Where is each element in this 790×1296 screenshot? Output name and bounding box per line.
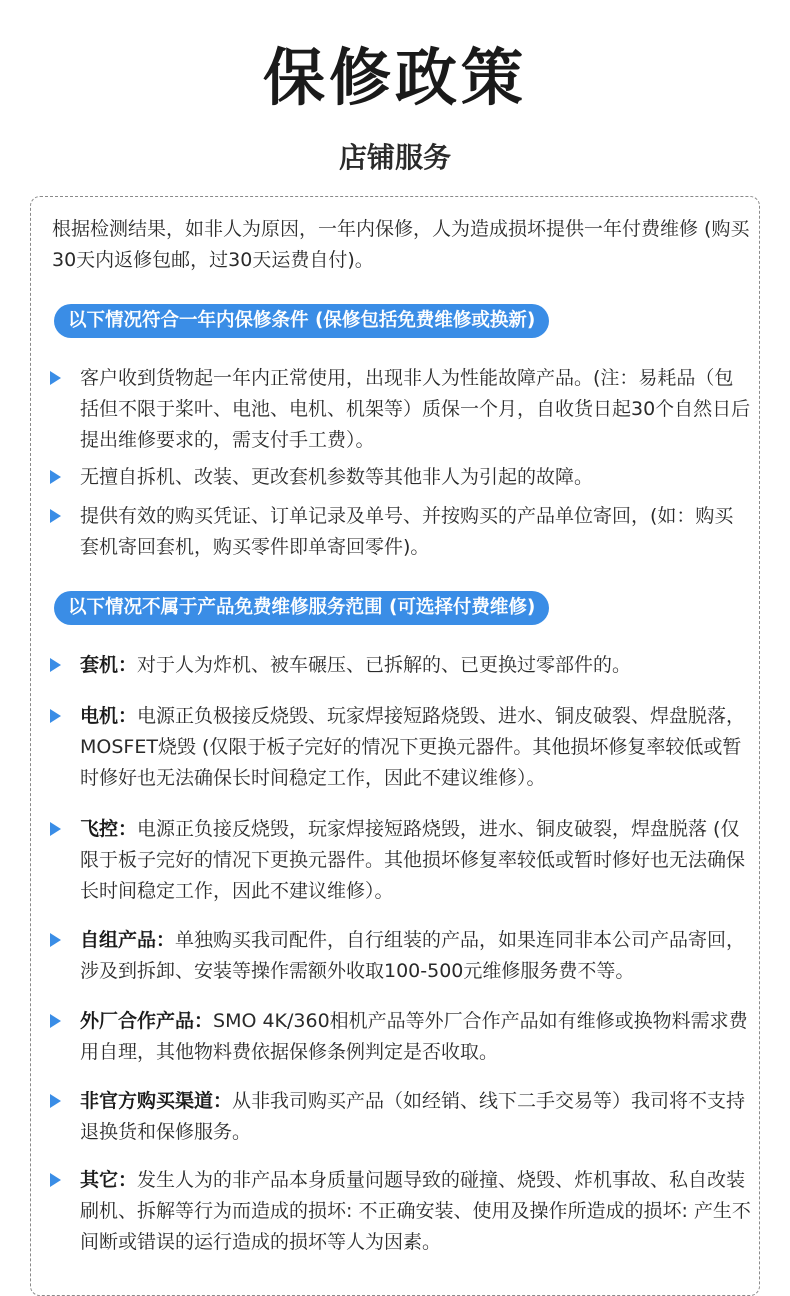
- section-header-warranty-conditions: 以下情况符合一年内保修条件 (保修包括免费维修或换新): [54, 304, 549, 338]
- list-item-text: [80, 1006, 752, 1068]
- list-item-text: 客户收到货物起一年内正常使用，出现非人为性能故障产品。(注：易耗品（包括但不限于桨叶、电池、电机、机架等）质保一个月，自收货日起30个自然日后提出维修要求的，需支付手工费）。: [80, 367, 751, 451]
- list-item: [50, 814, 752, 907]
- list-item-label: 电机：: [80, 705, 138, 727]
- list-item-text: [80, 925, 752, 987]
- list-item-label: 飞控：: [80, 818, 138, 840]
- bullet-triangle-icon: [50, 1094, 61, 1108]
- list-item-label: 自组产品：: [80, 929, 176, 951]
- list-item: [50, 650, 752, 681]
- list-item-text: [80, 814, 752, 907]
- section-header-paid-repair: 以下情况不属于产品免费维修服务范围 (可选择付费维修): [54, 591, 549, 625]
- list-item: [50, 501, 752, 563]
- bullet-triangle-icon: [50, 658, 61, 672]
- list-item-body: 电源正负接反烧毁，玩家焊接短路烧毁，进水、铜皮破裂，焊盘脱落 (仅限于板子完好的情况下更换元器件。其他损坏修复率较低或暂时修好也无法确保长时间稳定工作，因此不建议维修）。: [80, 818, 746, 902]
- list-item-body: 单独购买我司配件，自行组装的产品，如果连同非本公司产品寄回，涉及到拆卸、安装等操作需额外收取100-500元维修服务费不等。: [80, 929, 746, 982]
- list-item: [50, 1086, 752, 1148]
- page-title: 保修政策: [262, 41, 527, 114]
- list-item-label: 非官方购买渠道：: [80, 1090, 233, 1112]
- bullet-triangle-icon: [50, 709, 61, 723]
- list-item-body: 电源正负极接反烧毁、玩家焊接短路烧毁、进水、铜皮破裂、焊盘脱落，MOSFET烧毁 (仅限于板子完好的情况下更换元器件。其他损坏修复率较低或暂时修好也无法确保长时间稳定工作，因此不建议维修）。: [80, 705, 746, 789]
- list-item: [50, 1165, 752, 1258]
- bullet-triangle-icon: [50, 470, 61, 484]
- bullet-triangle-icon: [50, 1014, 61, 1028]
- bullet-triangle-icon: [50, 509, 61, 523]
- list-item-text: [80, 701, 752, 794]
- bullet-triangle-icon: [50, 933, 61, 947]
- list-item-body: 从非我司购买产品（如经销、线下二手交易等）我司将不支持退换货和保修服务。: [80, 1090, 746, 1143]
- list-item-body: SMO 4K/360相机产品等外厂合作产品如有维修或换物料需求费用自理，其他物料费依据保修条例判定是否收取。: [80, 1010, 748, 1063]
- bullet-triangle-icon: [50, 371, 61, 385]
- list-item: [50, 363, 752, 456]
- list-item-label: 套机：: [80, 654, 138, 676]
- list-item-body: 对于人为炸机、被车碾压、已拆解的、已更换过零部件的。: [137, 654, 632, 676]
- list-item-text: [80, 650, 752, 681]
- list-item: [50, 462, 752, 493]
- page-subtitle: 店铺服务: [338, 141, 451, 174]
- list-item-label: 其它：: [80, 1169, 138, 1191]
- bullet-triangle-icon: [50, 822, 61, 836]
- list-item: [50, 701, 752, 794]
- list-item: [50, 925, 752, 987]
- intro-paragraph: 根据检测结果，如非人为原因，一年内保修，人为造成损坏提供一年付费维修 (购买30天内返修包邮，过30天运费自付)。: [52, 218, 750, 271]
- list-item-text: [80, 1165, 752, 1258]
- list-item-label: 外厂合作产品：: [80, 1010, 214, 1032]
- list-item: [50, 1006, 752, 1068]
- list-item-body: 发生人为的非产品本身质量问题导致的碰撞、烧毁、炸机事故、私自改装刷机、拆解等行为而造成的损坏: 不正确安装、使用及操作所造成的损坏: 产生不间断或错误的运行造成的损坏等人为因素。: [80, 1169, 751, 1253]
- list-item-text: 提供有效的购买凭证、订单记录及单号、并按购买的产品单位寄回，(如：购买套机寄回套机，购买零件即单寄回零件)。: [80, 505, 734, 558]
- bullet-triangle-icon: [50, 1173, 61, 1187]
- list-item-text: [80, 1086, 752, 1148]
- list-item-text: 无擅自拆机、改装、更改套机参数等其他非人为引起的故障。: [80, 466, 594, 488]
